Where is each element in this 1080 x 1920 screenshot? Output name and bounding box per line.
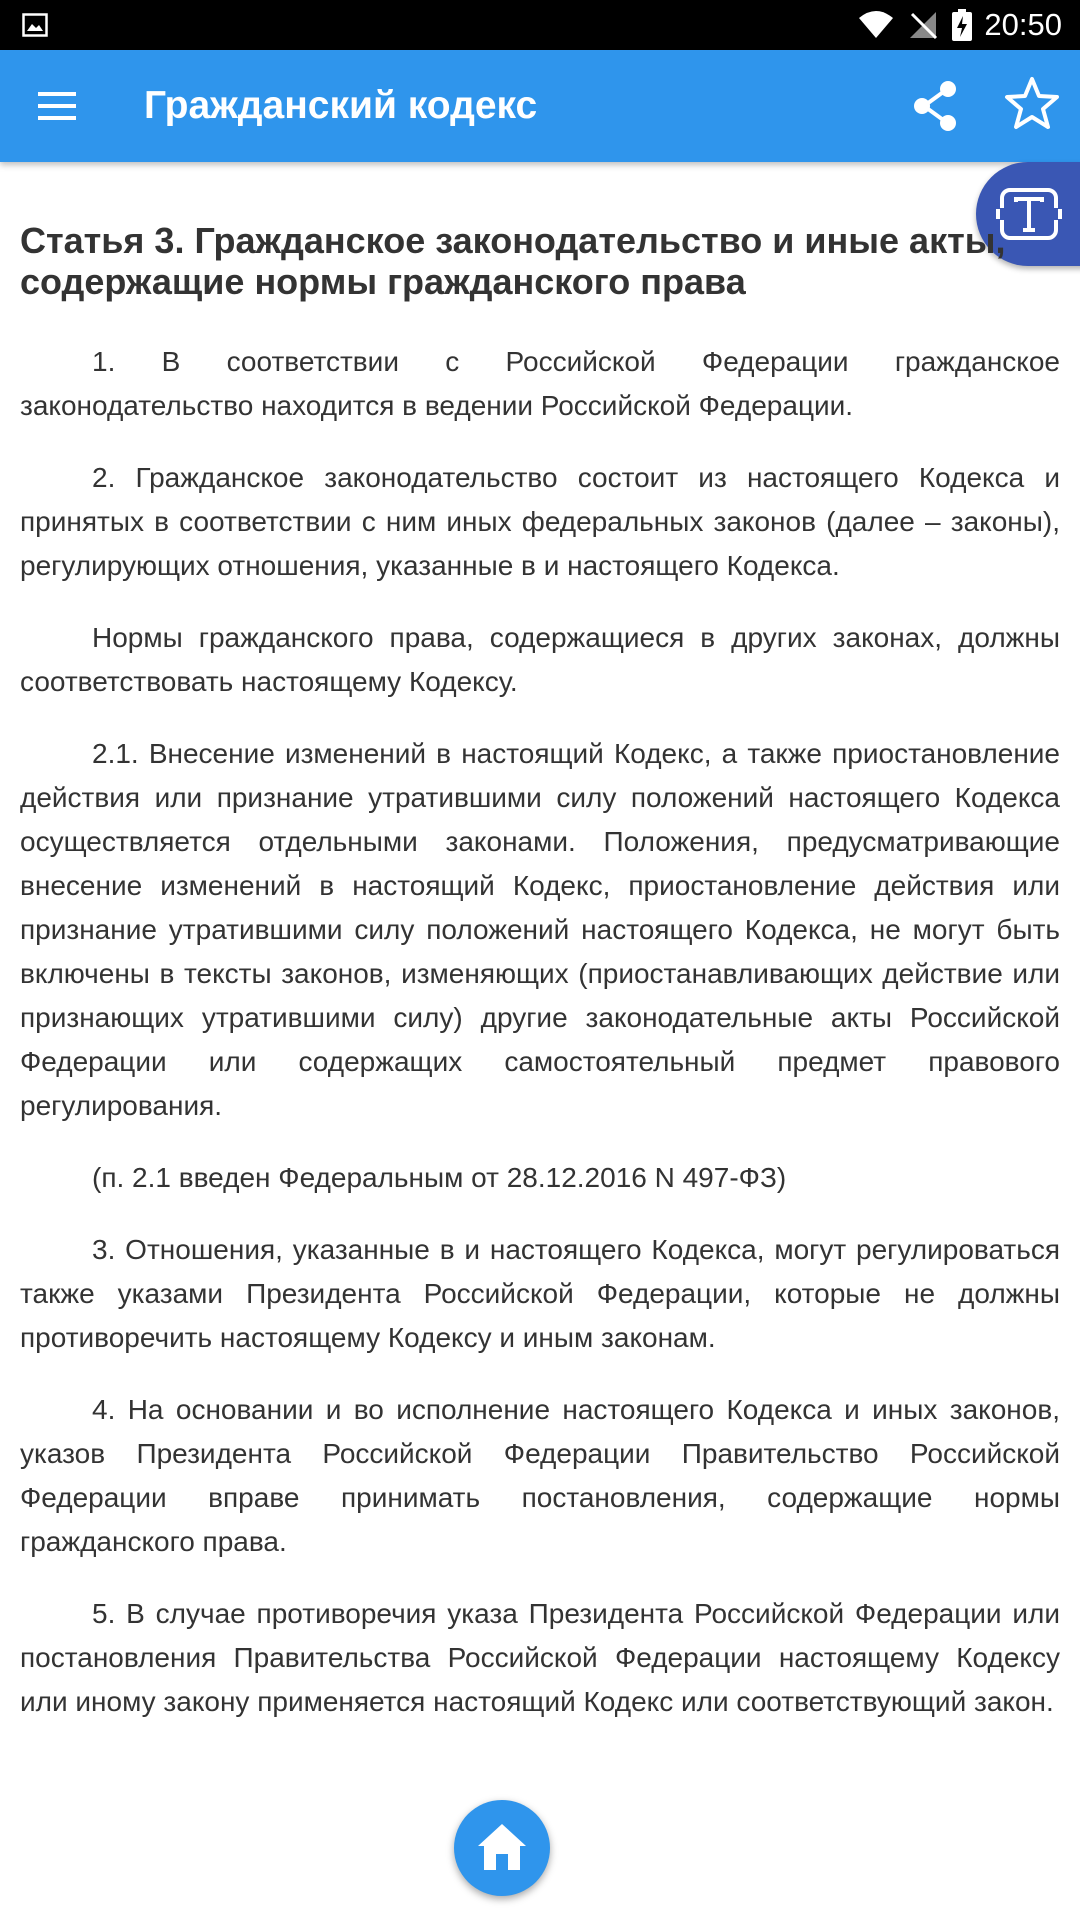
status-icons [844,0,1062,50]
app-bar [0,50,1080,162]
paragraph: Нормы гражданского права, содержащиеся в других законах, должны соответствовать настоящему Кодексу. [20,622,1060,697]
battery-charging-icon [952,9,972,41]
status-time: 20:50 [984,7,1062,42]
paragraph: 2.1. Внесение изменений в настоящий Кодекс, а также приостановление действия или признание утратившими силу положений настоящего Кодекса осуществляется отдельными законами. Положения, предусматривающие внесение изменений в настоящий Кодекс, приостановление действия или признание утратившими силу положений настоящего Кодекса, не могут быть включены в тексты законов, изменяющих (приостанавливающих действие или признающих утратившими силу) другие законодательные акты Российской Федерации или содержащих самостоятельный предмет правового регулирования. [20,738,1060,1121]
paragraph: 2. Гражданское законодательство состоит из настоящего Кодекса и принятых в соответствии с ним иных федеральных законов (далее – законы), регулирующих отношения, указанные в и настоящего Кодекса. [20,462,1060,581]
home-icon [476,1820,528,1874]
menu-icon[interactable] [26,78,86,134]
status-bar [0,0,1080,50]
article-content [20,220,1060,1752]
image-icon [22,13,48,37]
share-icon[interactable] [906,76,966,136]
paragraph: (п. 2.1 введен Федеральным от 28.12.2016 N 497-ФЗ) [92,1162,787,1193]
app-title: Гражданский кодекс [144,84,538,127]
paragraph: 3. Отношения, указанные в и настоящего Кодекса, могут регулироваться также указами Президента Российской Федерации, которые не должны противоречить настоящему Кодексу и иным законам. [20,1234,1060,1353]
no-signal-icon [908,10,938,40]
paragraph: 4. На основании и во исполнение настоящего Кодекса и иных законов, указов Президента Российской Федерации Правительство Российской Федерации вправе принимать постановления, содержащие нормы гражданского права. [20,1394,1060,1557]
paragraph: 1. В соответствии с Российской Федерации гражданское законодательство находится в ведении Российской Федерации. [20,346,1060,421]
paragraph: 5. В случае противоречия указа Президента Российской Федерации или постановления Правительства Российской Федерации настоящему Кодексу или иному закону применяется настоящий Кодекс или соответствующий закон. [20,1598,1060,1717]
article-title: Статья 3. Гражданское законодательство и иные акты, содержащие нормы гражданского права [20,220,1006,302]
home-button[interactable] [454,1800,550,1896]
wifi-icon [858,10,894,40]
star-icon[interactable] [1002,74,1062,134]
